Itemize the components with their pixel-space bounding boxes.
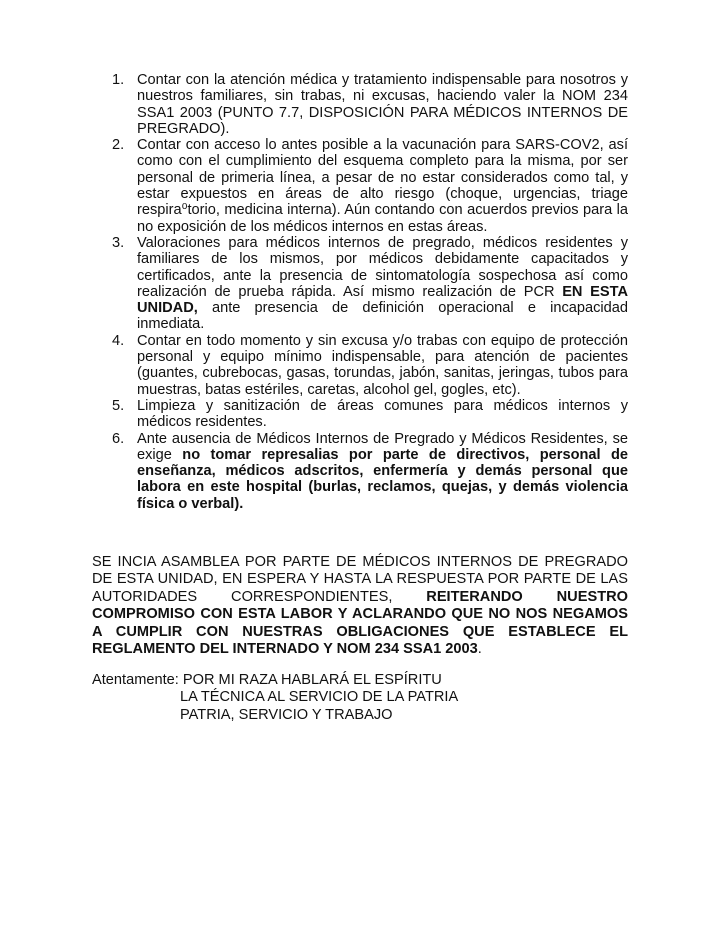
list-item bbox=[112, 235, 628, 333]
item-text: Valoraciones para médicos internos de pregrado, médicos residentes y familiares de los mismos, por médicos debidamente capacitados y certificados, ante la presencia de sintomatología sospechosa así como realización de prueba rápida. Así mismo realización de PCR bbox=[137, 234, 628, 300]
item-number: 6. bbox=[112, 430, 125, 447]
assembly-text-tail: . bbox=[477, 641, 482, 658]
list-item bbox=[112, 398, 628, 431]
item-text: Contar con la atención médica y tratamiento indispensable para nosotros y nuestros familiares, sin trabas, ni excusas, haciendo valer la NOM 234 SSA1 2003 (PUNTO 7.7, DISPOSICIÓN PARA MÉDICOS INTERNOS DE PREGRADO). bbox=[137, 72, 628, 137]
assembly-paragraph bbox=[92, 554, 628, 658]
demands-list bbox=[112, 72, 628, 512]
list-item bbox=[112, 137, 628, 235]
item-text: Contar con acceso lo antes posible a la vacunación para SARS-COV2, así como con el cumplimiento del esquema completo para la misma, por ser personal de primeria línea, a pesar de no estar considerados como tal, y estar expuestos en áreas de alto riesgo (choque, urgencias, triage respira⁰torio, medicina interna). Aún contando con acuerdos previos para la no exposición de los médicos internos en estas áreas. bbox=[137, 137, 628, 235]
closing-line-3: PATRIA, SERVICIO Y TRABAJO bbox=[180, 706, 393, 723]
list-item bbox=[112, 72, 628, 137]
item-number: 5. bbox=[112, 397, 125, 414]
item-text: Limpieza y sanitización de áreas comunes para médicos internos y médicos residentes. bbox=[137, 397, 628, 431]
item-text: Ante ausencia de Médicos Internos de Pregrado y Médicos Residentes, se exige bbox=[137, 430, 628, 463]
list-item bbox=[112, 333, 628, 398]
closing-signature bbox=[92, 672, 628, 724]
item-number: 1. bbox=[112, 72, 125, 88]
closing-line-1: Atentamente: POR MI RAZA HABLARÁ EL ESPÍRITU bbox=[92, 672, 442, 688]
item-number: 4. bbox=[112, 332, 125, 349]
closing-line-2: LA TÉCNICA AL SERVICIO DE LA PATRIA bbox=[180, 689, 459, 706]
item-bold-text: no tomar represalias por parte de directivos, personal de enseñanza, médicos adscritos, enfermería y demás personal que labora en este hospital (burlas, reclamos, quejas, y demás violencia física o verbal). bbox=[137, 446, 628, 512]
item-number: 2. bbox=[112, 137, 125, 154]
item-text-tail: ante presencia de definición operacional e incapacidad inmediata. bbox=[137, 300, 628, 333]
item-number: 3. bbox=[112, 234, 125, 251]
item-bold-text: EN ESTA UNIDAD, bbox=[137, 283, 628, 317]
assembly-text: SE INCIA ASAMBLEA POR PARTE DE MÉDICOS INTERNOS DE PREGRADO DE ESTA UNIDAD, EN ESPERA Y HASTA LA RESPUESTA POR PARTE DE LAS AUTORIDADES CORRESPONDIENTES, bbox=[92, 554, 628, 605]
item-text: Contar en todo momento y sin excusa y/o trabas con equipo de protección personal y equipo mínimo indispensable, para atención de pacientes (guantes, cubrebocas, gasas, torundas, jabón, sanitas, jeringas, tubos para muestras, batas estériles, caretas, alcohol gel, gogles, etc). bbox=[137, 332, 628, 398]
assembly-bold-text: REITERANDO NUESTRO COMPROMISO CON ESTA LABOR Y ACLARANDO QUE NO NOS NEGAMOS A CUMPLIR CON NUESTRAS OBLIGACIONES QUE ESTABLECE EL REGLAMENTO DEL INTERNADO Y NOM 234 SSA1 2003 bbox=[92, 588, 628, 658]
list-item bbox=[112, 431, 628, 512]
